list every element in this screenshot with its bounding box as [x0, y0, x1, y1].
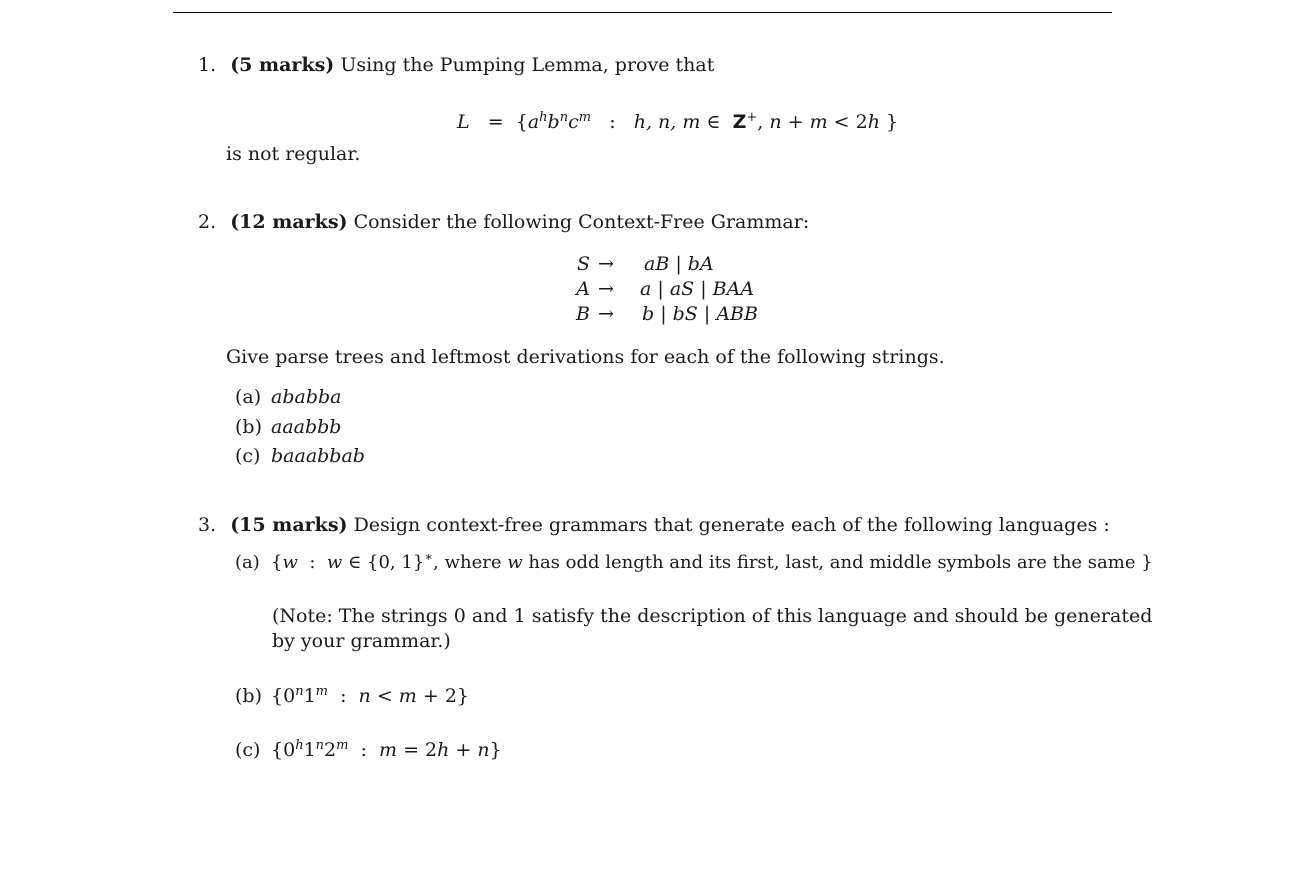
item-label: (b): [235, 416, 262, 438]
production-s: S → aB | bA: [576, 253, 714, 275]
top-rule: [173, 12, 1112, 13]
q3-item-b: (b) {0$^n$1$^m$ : n < m + 2}: [235, 684, 470, 707]
item-label: (c): [235, 739, 261, 761]
item-string: ababba: [271, 386, 342, 408]
item-label: (a): [235, 552, 260, 573]
cfg-productions: [570, 252, 790, 332]
item-string: baaabbab: [271, 445, 365, 467]
q3-note-line-1: (Note: The strings 0 and 1 satisfy the description of this language and should be generated: [272, 605, 1153, 627]
q3-note-line-2: by your grammar.): [272, 630, 451, 652]
production-b: B → b | bS | ABB: [576, 303, 758, 325]
q3-text: Design context-free grammars that generate each of the following languages :: [353, 514, 1110, 536]
q3-number: 3.: [198, 514, 217, 536]
item-label: (b): [235, 685, 262, 707]
q2-item-c: [235, 444, 365, 468]
q3-item-c: (c) {0$^h$1$^n$2$^m$ : m = 2h + n}: [235, 738, 502, 761]
q2-instruction: Give parse trees and leftmost derivations for each of the following strings.: [226, 346, 945, 368]
q1-language-definition: $L = \{a^hb^nc^m$ : h, n, m ∈ Z+, n + m < 2h }: [457, 110, 899, 133]
production-a: A → a | aS | BAA: [576, 278, 755, 300]
q1-marks: (5 marks): [230, 54, 335, 76]
q3-item-a: (a) {w : w ∈ {0, 1}∗, where w has odd length and its first, last, and middle symbols are the same }: [235, 550, 1153, 573]
q2-number: 2.: [198, 211, 217, 233]
item-string: aaabbb: [271, 416, 342, 438]
question-2: [198, 210, 809, 234]
q2-item-a: [235, 385, 341, 409]
q2-text: Consider the following Context-Free Grammar:: [353, 211, 810, 233]
item-label: (c): [235, 445, 261, 467]
q1-text: Using the Pumping Lemma, prove that: [340, 54, 715, 76]
item-label: (a): [235, 386, 262, 408]
q1-number: 1.: [198, 54, 217, 76]
q2-item-b: [235, 415, 341, 439]
q2-marks: (12 marks): [230, 211, 348, 233]
question-3: [198, 513, 1110, 537]
question-1: [198, 53, 714, 77]
q3-marks: (15 marks): [230, 514, 348, 536]
q1-after-text: is not regular.: [226, 143, 361, 165]
